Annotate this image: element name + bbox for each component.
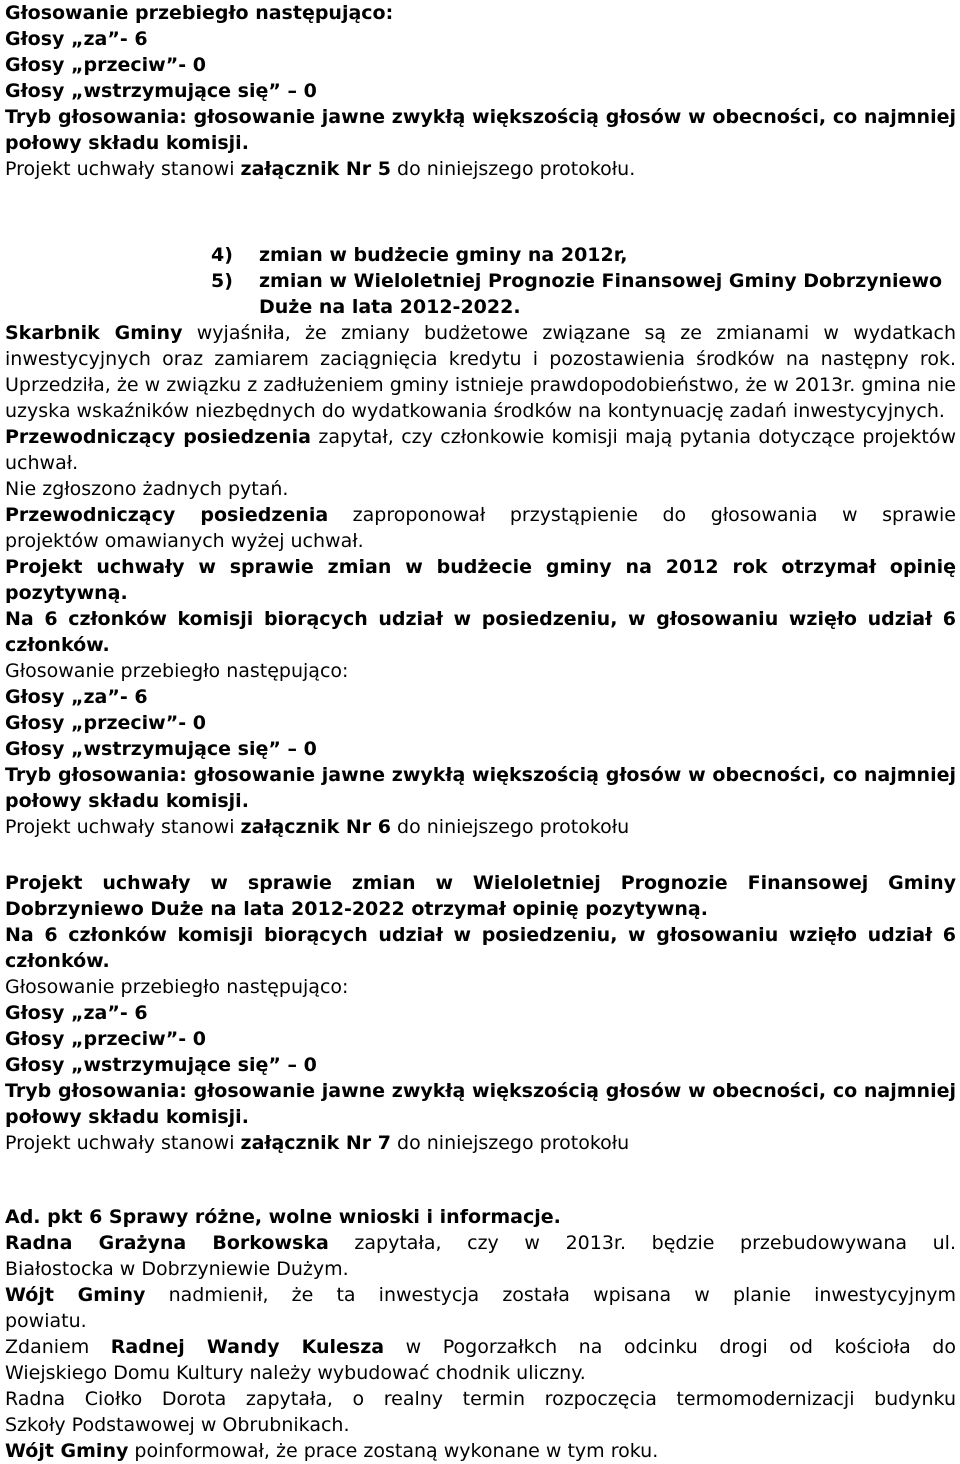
paragraph-line: inwestycyjnych oraz zamiarem zaciągnięcia kredytu i pozostawienia środków na następny rok.: [5, 348, 956, 370]
list-item: 5) zmian w Wieloletniej Prognozie Finansowej Gminy Dobrzyniewo: [211, 270, 943, 292]
resolution-opinion-line: pozytywną.: [5, 582, 128, 604]
vote-heading: Głosowanie przebiegło następująco:: [5, 976, 349, 998]
resolution-opinion-line: Projekt uchwały w sprawie zmian w Wieloletniej Prognozie Finansowej Gminy: [5, 872, 956, 894]
voting-mode-line: połowy składu komisji.: [5, 132, 249, 154]
resolution-opinion-line: Dobrzyniewo Duże na lata 2012-2022 otrzymał opinię pozytywną.: [5, 898, 708, 920]
attachment-note: Projekt uchwały stanowi załącznik Nr 6 do niniejszego protokołu: [5, 816, 630, 838]
participation-line: członków.: [5, 634, 110, 656]
paragraph-line: Radna Ciołko Dorota zapytała, o realny termin rozpoczęcia termomodernizacji budynku: [5, 1388, 956, 1410]
list-item: 4) zmian w budżecie gminy na 2012r,: [211, 244, 628, 266]
votes-against: Głosy „przeciw”- 0: [5, 54, 206, 76]
votes-abstain: Głosy „wstrzymujące się” – 0: [5, 80, 317, 102]
paragraph-line: projektów omawianych wyżej uchwał.: [5, 530, 364, 552]
paragraph-line: Wójt Gminy nadmienił, że ta inwestycja została wpisana w planie inwestycyjnym: [5, 1284, 956, 1306]
paragraph-line: Przewodniczący posiedzenia zaproponował przystąpienie do głosowania w sprawie: [5, 504, 956, 526]
vote-heading: Głosowanie przebiegło następująco:: [5, 2, 394, 24]
votes-abstain: Głosy „wstrzymujące się” – 0: [5, 738, 317, 760]
votes-against: Głosy „przeciw”- 0: [5, 1028, 206, 1050]
spacer: [5, 182, 956, 242]
spacer: [5, 840, 956, 870]
paragraph-line: uzyska wskaźników niezbędnych do wydatkowania środków na kontynuację zadań inwestycyjnych.: [5, 400, 945, 422]
paragraph-line: powiatu.: [5, 1310, 87, 1332]
resolution-opinion-line: Projekt uchwały w sprawie zmian w budżecie gminy na 2012 rok otrzymał opinię: [5, 556, 956, 578]
paragraph-line: uchwał.: [5, 452, 79, 474]
attachment-note: Projekt uchwały stanowi załącznik Nr 7 do niniejszego protokołu: [5, 1132, 630, 1154]
attachment-note: Projekt uchwały stanowi załącznik Nr 5 do niniejszego protokołu.: [5, 158, 636, 180]
voting-mode-line: Tryb głosowania: głosowanie jawne zwykłą większością głosów w obecności, co najmniej: [5, 106, 956, 128]
voting-mode-line: Tryb głosowania: głosowanie jawne zwykłą większością głosów w obecności, co najmniej: [5, 764, 956, 786]
paragraph-line: Skarbnik Gminy wyjaśniła, że zmiany budżetowe związane są ze zmianami w wydatkach: [5, 322, 956, 344]
paragraph-line: Zdaniem Radnej Wandy Kulesza w Pogorzałkch na odcinku drogi od kościoła do: [5, 1336, 956, 1358]
paragraph-line: Wójt Gminy poinformował, że prace zostaną wykonane w tym roku.: [5, 1440, 659, 1462]
votes-abstain: Głosy „wstrzymujące się” – 0: [5, 1054, 317, 1076]
section-heading: Ad. pkt 6 Sprawy różne, wolne wnioski i informacje.: [5, 1206, 561, 1228]
list-item-continuation: Duże na lata 2012-2022.: [259, 296, 521, 318]
participation-line: Na 6 członków komisji biorących udział w posiedzeniu, w głosowaniu wzięło udział 6: [5, 924, 956, 946]
paragraph-line: Radna Grażyna Borkowska zapytała, czy w 2013r. będzie przebudowywana ul.: [5, 1232, 956, 1254]
voting-mode-line: połowy składu komisji.: [5, 790, 249, 812]
voting-mode-line: Tryb głosowania: głosowanie jawne zwykłą większością głosów w obecności, co najmniej: [5, 1080, 956, 1102]
votes-for: Głosy „za”- 6: [5, 1002, 148, 1024]
votes-for: Głosy „za”- 6: [5, 686, 148, 708]
spacer: [5, 1156, 956, 1204]
paragraph-line: Uprzedziła, że w związku z zadłużeniem gminy istnieje prawdopodobieństwo, że w 2013r. gmina nie: [5, 374, 956, 396]
participation-line: członków.: [5, 950, 110, 972]
votes-against: Głosy „przeciw”- 0: [5, 712, 206, 734]
paragraph-line: Przewodniczący posiedzenia zapytał, czy członkowie komisji mają pytania dotyczące projektów: [5, 426, 956, 448]
participation-line: Na 6 członków komisji biorących udział w posiedzeniu, w głosowaniu wzięło udział 6: [5, 608, 956, 630]
vote-heading: Głosowanie przebiegło następująco:: [5, 660, 349, 682]
paragraph-line: Nie zgłoszono żadnych pytań.: [5, 478, 289, 500]
votes-for: Głosy „za”- 6: [5, 28, 148, 50]
paragraph-line: Szkoły Podstawowej w Obrubnikach.: [5, 1414, 350, 1436]
voting-mode-line: połowy składu komisji.: [5, 1106, 249, 1128]
paragraph-line: Wiejskiego Domu Kultury należy wybudować chodnik uliczny.: [5, 1362, 586, 1384]
paragraph-line: Białostocka w Dobrzyniewie Dużym.: [5, 1258, 349, 1280]
